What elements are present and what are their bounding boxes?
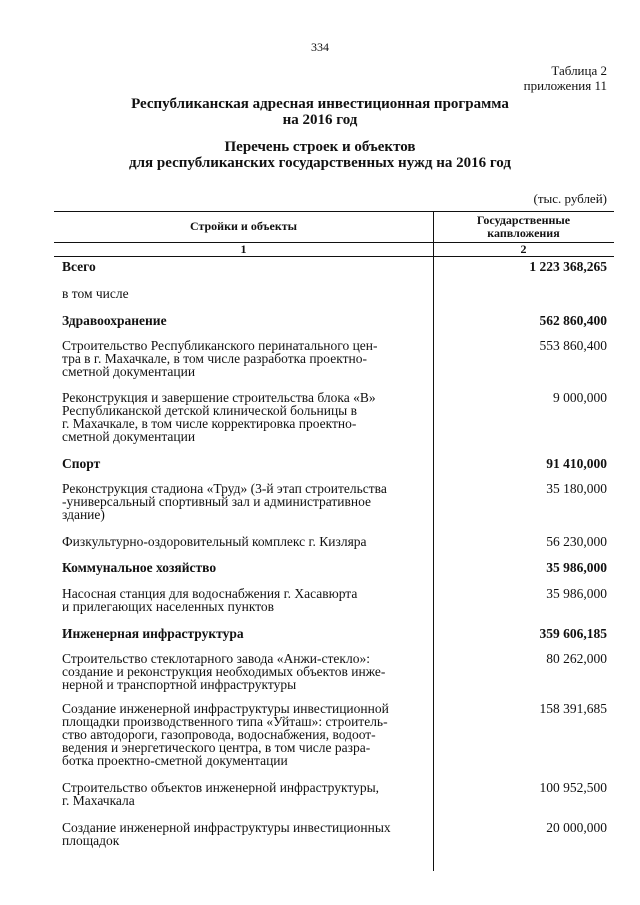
row-makhachkala-infra-line1: Строительство объектов инженерной инфраструктуры, [62, 780, 380, 795]
section-sport-value: 91 410,000 [546, 456, 607, 471]
row-total-name: Всего [62, 259, 96, 274]
row-childrens-hospital-line2: Республиканской детской клинической больницы в [62, 403, 357, 418]
row-uitash-site-line5: ботка проектно-сметной документации [62, 753, 288, 768]
row-perinatal-center-line1: Строительство Республиканского перинатального цен- [62, 338, 378, 353]
row-anzhi-steklo-line2: создание и реконструкция необходимых объектов инже- [62, 664, 386, 679]
table-top-border [54, 211, 614, 212]
program-title [0, 96, 640, 128]
list-title-line1: Перечень строек и объектов [224, 139, 416, 155]
row-including-label: в том числе [62, 286, 129, 301]
row-makhachkala-infra-line2: г. Махачкала [62, 793, 135, 808]
row-investment-sites-line1: Создание инженерной инфраструктуры инвестиционных [62, 820, 391, 835]
row-anzhi-steklo-line1: Строительство стеклотарного завода «Анжи-стекло»: [62, 651, 370, 666]
row-childrens-hospital-line3: г. Махачкале, в том числе корректировка проектно- [62, 416, 357, 431]
column-number-2: 2 [520, 242, 527, 256]
row-pump-station-line2: и прилегающих населенных пунктов [62, 599, 275, 614]
section-engineering-value: 359 606,185 [539, 626, 607, 641]
row-total-value: 1 223 368,265 [529, 259, 607, 274]
units-note: (тыс. рублей) [533, 191, 607, 206]
row-uitash-site-line4: ведения и энергетического центра, в том числе разра- [62, 740, 371, 755]
row-childrens-hospital-line4: сметной документации [62, 429, 196, 444]
table-ref-line2: приложения 11 [523, 78, 607, 93]
table-ref-line1: Таблица 2 [551, 63, 607, 78]
row-kizlyar-complex-value: 56 230,000 [546, 534, 607, 549]
column-number-1: 1 [240, 242, 247, 256]
row-investment-sites-value: 20 000,000 [546, 820, 607, 835]
row-childrens-hospital-name [62, 391, 428, 443]
row-trud-stadium-line1: Реконструкция стадиона «Труд» (3-й этап строительства [62, 481, 387, 496]
section-engineering-name: Инженерная инфраструктура [62, 626, 244, 641]
row-pump-station-line1: Насосная станция для водоснабжения г. Хасавюрта [62, 586, 358, 601]
row-investment-sites-line2: площадок [62, 833, 120, 848]
section-healthcare-value: 562 860,400 [539, 313, 607, 328]
section-utilities-name: Коммунальное хозяйство [62, 560, 217, 575]
row-pump-station-name [62, 587, 428, 613]
row-perinatal-center-name [62, 339, 428, 378]
row-uitash-site-line3: ство автодороги, газопровода, водоснабжения, водоот- [62, 727, 376, 742]
row-anzhi-steklo-line3: нерной и транспортной инфраструктуры [62, 677, 297, 692]
row-perinatal-center-line2: тра в г. Махачкале, в том числе разработка проектно- [62, 351, 367, 366]
row-childrens-hospital-value: 9 000,000 [553, 390, 607, 405]
table-column-divider [433, 211, 434, 871]
row-childrens-hospital-line1: Реконструкция и завершение строительства блока «В» [62, 390, 376, 405]
section-healthcare-name: Здравоохранение [62, 313, 167, 328]
column-header-investments-line2: капвложения [487, 226, 560, 240]
column-header-investments-line1: Государственные [476, 213, 571, 227]
row-investment-sites-name [62, 821, 428, 847]
list-title [0, 139, 640, 171]
row-pump-station-value: 35 986,000 [546, 586, 607, 601]
row-uitash-site-line2: площадки производственного типа «Уйташ»: строитель- [62, 714, 388, 729]
section-utilities-value: 35 986,000 [546, 560, 607, 575]
column-header-investments [433, 214, 614, 240]
row-anzhi-steklo-name [62, 652, 428, 691]
row-makhachkala-infra-value: 100 952,500 [539, 780, 607, 795]
row-perinatal-center-value: 553 860,400 [539, 338, 607, 353]
table-numbering-divider [54, 256, 614, 257]
row-anzhi-steklo-value: 80 262,000 [546, 651, 607, 666]
section-sport-name: Спорт [62, 456, 101, 471]
row-trud-stadium-value: 35 180,000 [546, 481, 607, 496]
row-trud-stadium-name [62, 482, 428, 521]
row-makhachkala-infra-name [62, 781, 428, 807]
row-kizlyar-complex-name: Физкультурно-оздоровительный комплекс г. Кизляра [62, 534, 367, 549]
list-title-line2: для республиканских государственных нужд на 2016 год [129, 155, 511, 171]
table-reference [524, 63, 607, 93]
program-title-line2: на 2016 год [282, 112, 358, 128]
column-header-objects: Стройки и объекты [189, 219, 298, 233]
row-uitash-site-value: 158 391,685 [539, 701, 607, 716]
page-number: 334 [311, 40, 329, 54]
row-trud-stadium-line3: здание) [62, 507, 105, 522]
row-trud-stadium-line2: -универсальный спортивный зал и административное [62, 494, 372, 509]
row-uitash-site-line1: Создание инженерной инфраструктуры инвестиционной [62, 701, 389, 716]
program-title-line1: Республиканская адресная инвестиционная программа [131, 96, 509, 112]
row-perinatal-center-line3: сметной документации [62, 364, 196, 379]
row-uitash-site-name [62, 702, 428, 767]
